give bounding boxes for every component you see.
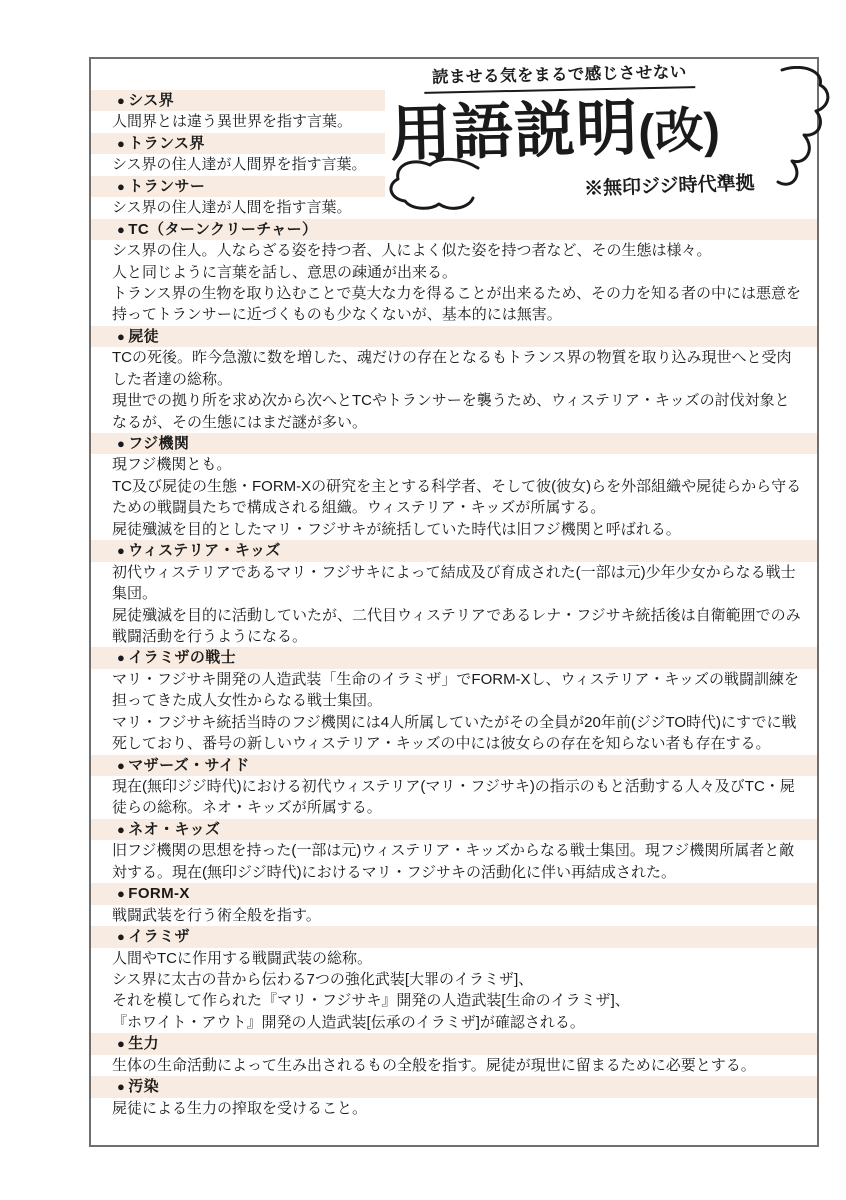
- definition-line: それを模して作られた『マリ・フジサキ』開発の人造武装[生命のイラミザ]、: [112, 992, 630, 1010]
- page-title-text: 用語説明: [389, 93, 639, 169]
- glossary-list: [91, 59, 817, 1119]
- term-bar: [91, 1033, 817, 1054]
- bullet-icon: ●: [117, 929, 126, 945]
- definition-line: 現世での拠り所を求め次から次へとTCやトランサーを襲うため、ウィステリア・キッズの討伐対象と: [112, 392, 790, 410]
- definition-line: シス界の住人達が人間を指す言葉。: [112, 199, 352, 217]
- term-label: シス界: [128, 92, 175, 109]
- term-label: イラミザ: [128, 928, 190, 946]
- definition-line: マリ・フジサキ統括当時のフジ機関には4人所属していたがその全員が20年前(ジジTO時代)にすでに戦: [112, 713, 797, 731]
- definition-line: TC及び屍徒の生態・FORM-Xの研究を主とする科学者、そして彼(彼女)らを外部組織や屍徒らから守る: [112, 477, 802, 495]
- definition-line: 屍徒による生力の搾取を受けること。: [112, 1099, 368, 1117]
- definition-line: トランス界の生物を取り込むことで莫大な力を得ることが出来るため、その力を知る者の中には悪意を: [112, 284, 801, 302]
- term-bar: [91, 90, 385, 111]
- term-bar: [91, 926, 817, 947]
- bullet-icon: ●: [117, 135, 126, 151]
- title-tagline: 読ませる気をまるで感じさせない: [424, 58, 695, 94]
- definition-line: シス界の住人。人ならざる姿を持つ者、人によく似た姿を持つ者など、その生態は様々。: [112, 242, 712, 260]
- definition-line: 屍徒殲滅を目的に活動していたが、二代目ウィステリアであるレナ・フジサキ統括後は自衛範囲でのみ: [112, 606, 801, 624]
- definition-line: 集団。: [112, 585, 158, 603]
- definition-line: 現フジ機関とも。: [112, 456, 232, 474]
- bullet-icon: ●: [117, 821, 126, 837]
- term-label: イラミザの戦士: [128, 649, 237, 667]
- document-frame: [89, 57, 819, 1147]
- bullet-icon: ●: [117, 757, 126, 773]
- term-bar: [91, 819, 817, 840]
- definition-line: 現在(無印ジジ時代)における初代ウィステリア(マリ・フジサキ)の指示のもと活動する人々及びTC・屍: [112, 778, 795, 795]
- definition-line: 初代ウィステリアであるマリ・フジサキによって結成及び育成された(一部は元)少年少女からなる戦士: [112, 563, 796, 581]
- definition-line: シス界の住人達が人間界を指す言葉。: [112, 156, 367, 174]
- definition-line: TCの死後。昨今急激に数を増した、魂だけの存在となるもトランス界の物質を取り込み現世へと受肉: [112, 349, 792, 367]
- term-bar: [91, 647, 817, 668]
- definition-line: シス界に太古の昔から伝わる7つの強化武装[大罪のイラミザ]、: [112, 970, 534, 988]
- definition-line: 『ホワイト・アウト』開発の人造武装[伝承のイラミザ]が確認される。: [112, 1013, 585, 1031]
- term-bar: [91, 755, 817, 776]
- definition-line: 旧フジ機関の思想を持った(一部は元)ウィステリア・キッズからなる戦士集団。現フジ機関所属者と敵: [112, 842, 795, 860]
- term-label: マザーズ・サイド: [128, 756, 250, 774]
- term-label: 汚染: [128, 1078, 160, 1096]
- definition-line: 生体の生命活動によって生み出されるもの全般を指す。屍徒が現世に留まるために必要とする。: [112, 1056, 756, 1074]
- bullet-icon: ●: [117, 328, 126, 344]
- bullet-icon: ●: [117, 543, 126, 559]
- bullet-icon: ●: [117, 221, 126, 237]
- definition-line: 徒らの総称。ネオ・キッズが所属する。: [112, 799, 382, 817]
- title-note: ※無印ジジ時代準拠: [583, 173, 755, 200]
- page-title-suffix: (改): [637, 103, 721, 160]
- term-label: TC（ターンクリーチャー）: [128, 220, 318, 238]
- definition-line: 死しており、番号の新しいウィステリア・キッズの中には彼女らの存在を知らない者も存在する。: [112, 735, 771, 753]
- term-label: 生力: [128, 1035, 160, 1053]
- bullet-icon: ●: [117, 650, 126, 666]
- definition-line: ための戦闘員たちで構成される組織。ウィステリア・キッズが所属する。: [112, 499, 606, 517]
- term-bar: [91, 176, 385, 197]
- definition-line: なるが、その生態にはまだ謎が多い。: [112, 413, 368, 431]
- definition-line: 人と同じように言葉を話し、意思の疎通が出来る。: [112, 263, 458, 281]
- definition-line: 対する。現在(無印ジジ時代)におけるマリ・フジサキの活動化に伴い再結成された。: [112, 863, 677, 881]
- bullet-icon: ●: [117, 886, 126, 902]
- term-label: ウィステリア・キッズ: [128, 542, 281, 560]
- definition-line: 戦闘武装を行う術全般を指す。: [112, 906, 321, 924]
- term-label: フジ機関: [128, 435, 190, 452]
- definition-line: 担ってきた成人女性からなる戦士集団。: [112, 692, 383, 710]
- definition-line: 人間界とは違う異世界を指す言葉。: [112, 113, 353, 131]
- bullet-icon: ●: [117, 436, 126, 451]
- bullet-icon: ●: [117, 1079, 126, 1095]
- term-label: FORM-X: [128, 885, 190, 903]
- term-bar: [91, 219, 817, 240]
- definition-line: した者達の総称。: [112, 370, 233, 388]
- bullet-icon: ●: [117, 93, 126, 108]
- term-label: ネオ・キッズ: [128, 820, 221, 838]
- bullet-icon: ●: [117, 1036, 126, 1052]
- definition-line: 人間やTCに作用する戦闘武装の総称。: [112, 949, 372, 967]
- definition-line: マリ・フジサキ開発の人造武装「生命のイラミザ」でFORM-Xし、ウィステリア・キッズの戦闘訓練を: [112, 670, 800, 688]
- definition-line: 戦闘活動を行うようになる。: [112, 627, 308, 645]
- term-bar: [91, 326, 817, 347]
- term-bar: [91, 540, 817, 561]
- definition-line: 持ってトランサーに近づくものも少なくないが、基本的には無害。: [112, 306, 562, 324]
- term-label: トランス界: [128, 134, 205, 152]
- bullet-icon: ●: [117, 178, 126, 194]
- definition-line: 屍徒殲滅を目的としたマリ・フジサキが統括していた時代は旧フジ機関と呼ばれる。: [112, 520, 681, 538]
- term-bar: [91, 133, 385, 154]
- term-bar: [91, 433, 817, 454]
- term-bar: [91, 883, 817, 904]
- term-label: 屍徒: [128, 327, 160, 345]
- term-label: トランサー: [128, 177, 206, 195]
- term-bar: [91, 1076, 817, 1097]
